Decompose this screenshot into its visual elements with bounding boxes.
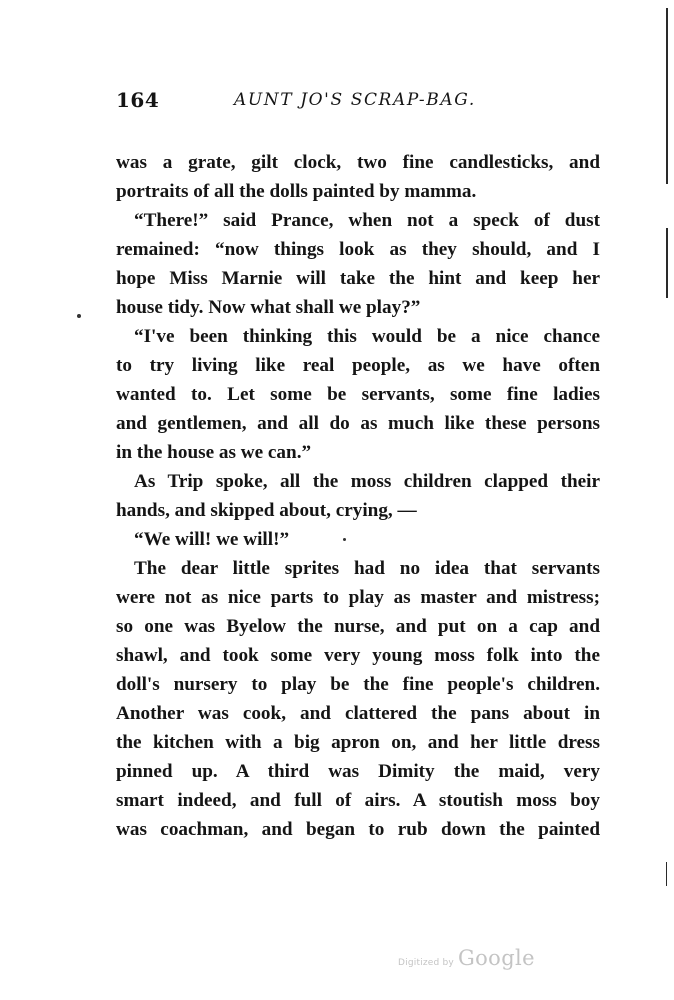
text-line: hands, and skipped about, crying, — [116, 500, 417, 521]
text-line: shawl, and took some very young moss folk into the [116, 645, 600, 666]
body-text [116, 148, 600, 844]
text-line: remained: “now things look as they should, and I [116, 239, 600, 260]
text-line: pinned up. A third was Dimity the maid, very [116, 761, 600, 782]
text-line: hope Miss Marnie will take the hint and keep her [116, 268, 600, 289]
text-line: so one was Byelow the nurse, and put on a cap and [116, 616, 600, 637]
text-line: The dear little sprites had no idea that servants [134, 558, 600, 579]
watermark-brand: Google [457, 946, 536, 970]
text-line: “There!” said Prance, when not a speck of dust [134, 210, 600, 231]
text-line: was a grate, gilt clock, two fine candlesticks, and [116, 152, 600, 173]
text-line: portraits of all the dolls painted by mamma. [116, 181, 477, 202]
text-line: was coachman, and began to rub down the painted [116, 819, 600, 840]
digitization-watermark [398, 946, 535, 970]
text-line: to try living like real people, as we have often [116, 355, 600, 376]
text-line: As Trip spoke, all the moss children clapped their [134, 471, 600, 492]
ink-speck [77, 314, 81, 318]
watermark-prefix: Digitized by [398, 958, 454, 968]
text-line: were not as nice parts to play as master and mistress; [116, 587, 600, 608]
text-line: Another was cook, and clattered the pans about in [116, 703, 600, 724]
page-edge-rule [666, 8, 668, 184]
text-line: “I've been thinking this would be a nice chance [134, 326, 600, 347]
text-line: and gentlemen, and all do as much like these persons [116, 413, 600, 434]
text-line: the kitchen with a big apron on, and her little dress [116, 732, 600, 753]
page-number: 164 [116, 88, 160, 112]
page-edge-rule [666, 228, 668, 298]
running-title: AUNT JO'S SCRAP-BAG. [234, 90, 476, 110]
page-header [116, 88, 598, 120]
text-line: doll's nursery to play be the fine people's children. [116, 674, 600, 695]
page-edge-rule [666, 862, 667, 886]
ink-speck [343, 538, 346, 541]
text-line: in the house as we can.” [116, 442, 312, 463]
text-line: “We will! we will!” [134, 529, 290, 550]
text-line: house tidy. Now what shall we play?” [116, 297, 421, 318]
text-line: wanted to. Let some be servants, some fine ladies [116, 384, 600, 405]
text-line: smart indeed, and full of airs. A stoutish moss boy [116, 790, 600, 811]
